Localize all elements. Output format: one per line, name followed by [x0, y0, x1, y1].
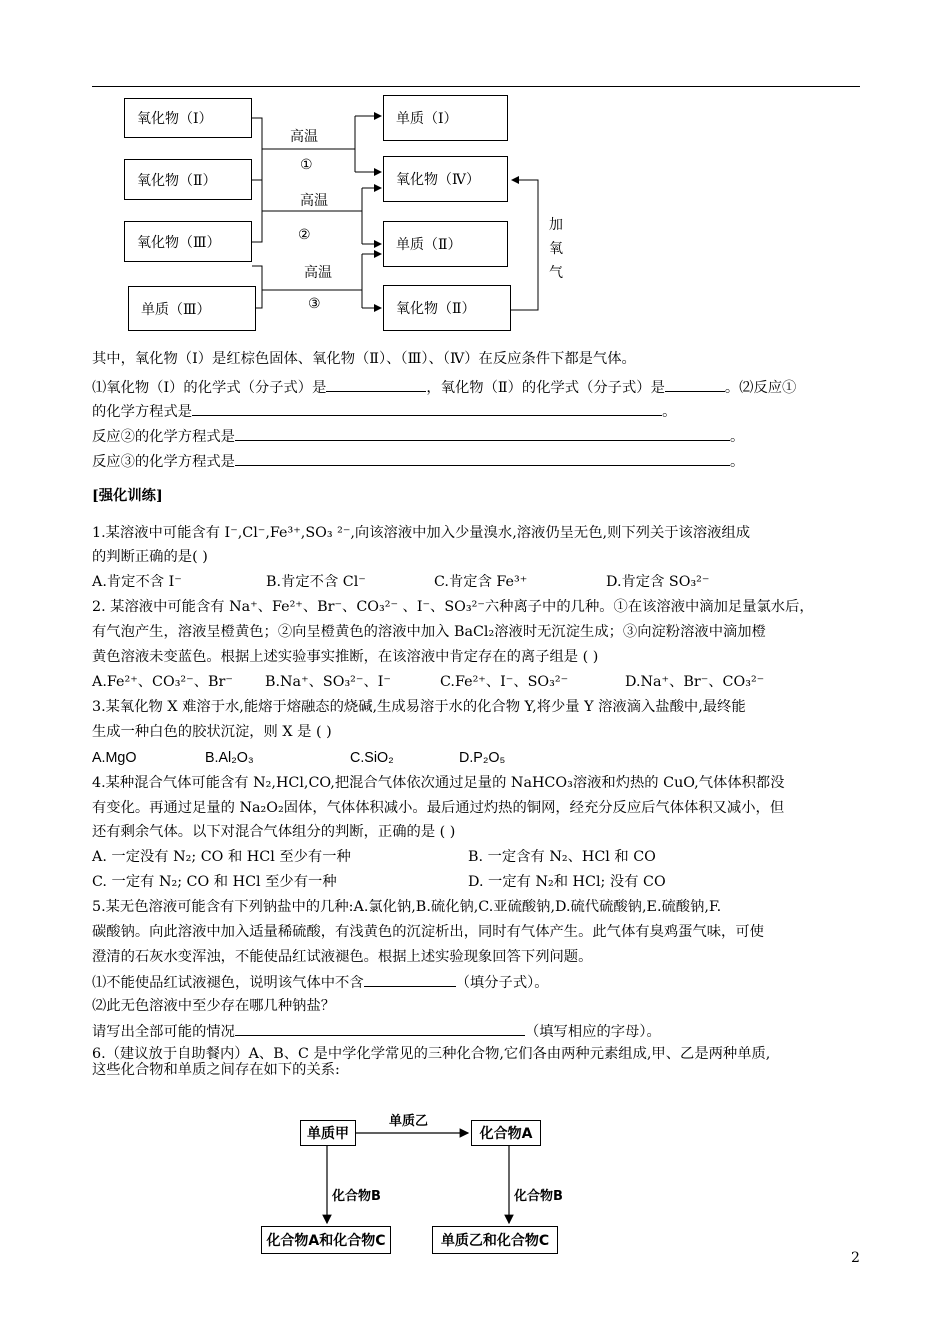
add-oxygen-label-2: 氧: [549, 241, 563, 257]
box-element-3: 单质（Ⅲ）: [128, 286, 256, 331]
q3-line2: 生成一种白色的胶状沉淀，则 X 是 ( ): [92, 724, 332, 740]
q3-option-c[interactable]: C.SiO₂: [350, 750, 394, 766]
box-oxide-1: 氧化物（Ⅰ）: [124, 98, 252, 138]
answer-blank-equation-2[interactable]: [235, 426, 730, 441]
q2-option-a[interactable]: A.Fe²⁺、CO₃²⁻、Br⁻: [92, 674, 233, 690]
q2-line3: 黄色溶液未变蓝色。根据上述实验事实推断，在该溶液中肯定存在的离子组是 ( ): [92, 649, 599, 665]
equation-3-prompt: 反应③的化学方程式是: [92, 454, 235, 470]
q1-option-c[interactable]: C.肯定含 Fe³⁺: [434, 574, 528, 590]
equation-2-end: 。: [729, 429, 745, 445]
diagram1-connectors: [0, 0, 950, 350]
section-title: [强化训练]: [92, 488, 163, 504]
formula-prompt-3: 。⑵反应①: [724, 380, 797, 396]
q4-option-a[interactable]: A. 一定没有 N₂; CO 和 HCl 至少有一种: [92, 849, 351, 865]
q3-line1: 3.某氧化物 X 难溶于水,能熔于熔融态的烧碱,生成易溶于水的化合物 Y,将少量 Y 溶液滴入盐酸中,最终能: [92, 699, 746, 715]
q4-option-c[interactable]: C. 一定有 N₂; CO 和 HCl 至少有一种: [92, 874, 337, 890]
q1-option-b[interactable]: B.肯定不含 Cl⁻: [266, 574, 366, 590]
q5-answer-blank-1[interactable]: [364, 972, 456, 987]
answer-blank-formula-2[interactable]: [665, 377, 725, 392]
condition-3: 高温: [304, 265, 332, 281]
box-compound-a: 化合物A: [471, 1120, 541, 1146]
q5-sub1-prompt: ⑴不能使品红试液褪色，说明该气体中不含: [92, 975, 364, 991]
box-oxide-2: 氧化物（Ⅱ）: [124, 159, 252, 200]
question-formula-line: [92, 377, 796, 398]
q4-line3: 还有剩余气体。以下对混合气体组分的判断，正确的是 ( ): [92, 824, 456, 840]
label-compound-b-right: 化合物B: [514, 1189, 563, 1204]
q1-line2: 的判断正确的是( ): [92, 549, 208, 565]
q5-sub1: [92, 972, 549, 993]
intro-text: 其中，氧化物（Ⅰ）是红棕色固体、氧化物（Ⅱ）、（Ⅲ）、（Ⅳ）在反应条件下都是气体。: [92, 351, 636, 367]
q4-option-d[interactable]: D. 一定有 N₂和 HCl; 没有 CO: [468, 874, 666, 890]
q4-line2: 有变化。再通过足量的 Na₂O₂固体，气体体积减小。最后通过灼热的铜网，经充分反应后气体体积又减小，但: [92, 800, 785, 816]
q5-sub2: ⑵此无色溶液中至少存在哪几种钠盐？: [92, 998, 336, 1014]
box-oxide-2-product: 氧化物（Ⅱ）: [383, 285, 511, 331]
q5-line3: 澄清的石灰水变浑浊，不能使品红试液褪色。根据上述实验现象回答下列问题。: [92, 949, 593, 965]
q4-line1: 4.某种混合气体可能含有 N₂,HCl,CO,把混合气体依次通过足量的 NaHCO₃溶液和灼热的 CuO,气体体积都没: [92, 775, 785, 791]
reaction-number-3: ③: [308, 296, 321, 312]
q5-line2: 碳酸钠。向此溶液中加入适量稀硫酸，有浅黄色的沉淀析出，同时有气体产生。此气体有臭鸡蛋气味，可使: [92, 924, 764, 940]
answer-blank-formula-1[interactable]: [326, 377, 426, 392]
question-equation-1: [92, 401, 676, 422]
box-element-yi-and-compound-c: 单质乙和化合物C: [432, 1226, 558, 1254]
page-number: 2: [851, 1250, 860, 1266]
q5-sub3-hint: （填写相应的字母）。: [524, 1024, 661, 1040]
label-element-yi: 单质乙: [389, 1114, 429, 1129]
q4-option-b[interactable]: B. 一定含有 N₂、HCl 和 CO: [468, 849, 656, 865]
equation-2-prompt: 反应②的化学方程式是: [92, 429, 235, 445]
q3-option-b[interactable]: B.Al₂O₃: [205, 750, 254, 766]
box-oxide-3: 氧化物（Ⅲ）: [124, 221, 252, 262]
q2-option-b[interactable]: B.Na⁺、SO₃²⁻、I⁻: [265, 674, 391, 690]
equation-1-end: 。: [662, 404, 677, 420]
add-oxygen-label-1: 加: [549, 217, 563, 233]
q3-option-d[interactable]: D.P₂O₅: [459, 750, 506, 766]
q1-line1: 1.某溶液中可能含有 I⁻,Cl⁻,Fe³⁺,SO₃ ²⁻,向该溶液中加入少量溴水,溶液仍呈无色,则下列关于该溶液组成: [92, 525, 751, 541]
box-element-2: 单质（Ⅱ）: [383, 221, 508, 267]
q2-line1: 2. 某溶液中可能含有 Na⁺、Fe²⁺、Br⁻、CO₃²⁻ 、I⁻、SO₃²⁻六种离子中的几种。①在该溶液中滴加足量氯水后，: [92, 599, 814, 615]
formula-prompt-1: ⑴氧化物（Ⅰ）的化学式（分子式）是: [92, 380, 327, 396]
reaction-number-1: ①: [300, 157, 313, 173]
q5-sub3-prompt: 请写出全部可能的情况: [92, 1024, 235, 1040]
formula-prompt-2: ，氧化物（Ⅱ）的化学式（分子式）是: [426, 380, 665, 396]
q5-sub1-hint: （填分子式）。: [455, 975, 549, 991]
q2-line2: 有气泡产生，溶液呈橙黄色；②向呈橙黄色的溶液中加入 BaCl₂溶液时无沉淀生成；③向淀粉溶液中滴加橙: [92, 624, 766, 640]
q5-answer-blank-2[interactable]: [235, 1021, 525, 1036]
condition-1: 高温: [290, 129, 318, 145]
answer-blank-equation-3[interactable]: [235, 451, 730, 466]
equation-1-prompt: 的化学方程式是: [92, 404, 193, 420]
answer-blank-equation-1[interactable]: [192, 401, 662, 416]
equation-3-end: 。: [729, 454, 745, 470]
box-oxide-4: 氧化物（Ⅳ）: [383, 156, 508, 202]
question-equation-2: [92, 426, 744, 447]
q2-option-d[interactable]: D.Na⁺、Br⁻、CO₃²⁻: [625, 674, 765, 690]
q1-option-d[interactable]: D.肯定含 SO₃²⁻: [606, 574, 710, 590]
box-element-1: 单质（Ⅰ）: [383, 95, 508, 141]
q6-line1: 6.（建议放于自助餐内）A、B、C 是中学化学常见的三种化合物,它们各由两种元素组成,甲、乙是两种单质,: [92, 1046, 771, 1062]
q1-option-a[interactable]: A.肯定不含 I⁻: [92, 574, 182, 590]
q3-option-a[interactable]: A.MgO: [92, 750, 137, 766]
reaction-number-2: ②: [298, 227, 311, 243]
q5-sub3: [92, 1021, 661, 1042]
question-equation-3: [92, 451, 744, 472]
box-compound-a-and-c: 化合物A和化合物C: [261, 1226, 391, 1254]
q6-line2: 这些化合物和单质之间存在如下的关系:: [92, 1062, 340, 1078]
q5-line1: 5.某无色溶液可能含有下列钠盐中的几种:A.氯化钠,B.硫化钠,C.亚硫酸钠,D.硫代硫酸钠,E.硫酸钠,F.: [92, 899, 722, 915]
label-compound-b-left: 化合物B: [332, 1189, 381, 1204]
box-element-jia: 单质甲: [300, 1120, 356, 1146]
q2-option-c[interactable]: C.Fe²⁺、I⁻、SO₃²⁻: [440, 674, 569, 690]
add-oxygen-label-3: 气: [549, 265, 563, 281]
condition-2: 高温: [300, 193, 328, 209]
